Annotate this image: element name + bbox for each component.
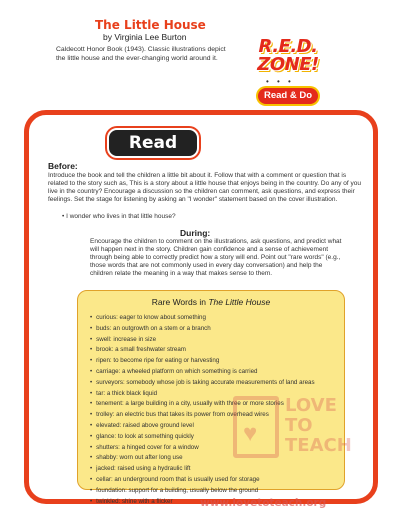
watermark-line-1: LOVE: [285, 395, 337, 416]
rare-word-item: • surveyors: somebody whose job is taking accurate measurements of land areas: [90, 378, 315, 389]
before-paragraph: Introduce the book and tell the children a little bit about it. Follow that with a comment or question that is related to the story such as, This is a story about a little house that enjoys being in the country. Do any of you live in the country? Encourage a discussion so the children can comment, ask questions, and express their feelings. Set the stage for listening by asking an "I wonder" statement based on the cover illustration.: [48, 172, 362, 203]
love-to-teach-watermark: [233, 396, 363, 504]
watermark-url: www.lovetoteach.org: [200, 497, 327, 509]
rare-word-item: • cellar: an underground room that is usually used for storage: [90, 475, 315, 486]
rare-word-item: • foundation: support for a building, usually below the ground: [90, 486, 315, 497]
watermark-line-2: TO: [285, 415, 313, 436]
rare-word-item: • glance: to look at something quickly: [90, 432, 315, 443]
during-paragraph: Encourage the children to comment on the illustrations, ask questions, and predict what will happen next in the story. Children gain confidence and a sense of achievement through being able to correctly predict how a story will end. Point out "rare words" (e.g., those words that are not commonly used in every day conversation) and help the children relate the meaning in a way that makes sense to them.: [90, 238, 342, 277]
before-heading: Before:: [48, 161, 78, 171]
before-bullet-text: I wonder who lives in that little house?: [66, 213, 176, 220]
rare-word-item: • ripen: to become ripe for eating or harvesting: [90, 356, 315, 367]
rare-word-item: • tar: a thick black liquid: [90, 389, 315, 400]
rare-word-item: • curious: eager to know about something: [90, 313, 315, 324]
read-and-do-badge: Read & Do: [258, 88, 318, 104]
rare-word-item: • shutters: a hinged cover for a window: [90, 443, 315, 454]
logo-dots: • • •: [266, 77, 294, 86]
book-title: The Little House: [95, 18, 206, 32]
watermark-line-3: TEACH: [285, 435, 352, 456]
rare-words-title: [78, 297, 344, 307]
rare-word-item: • brook: a small freshwater stream: [90, 345, 315, 356]
rare-word-item: • shabby: worn out after long use: [90, 453, 315, 464]
rare-word-item: • swell: increase in size: [90, 335, 315, 346]
watermark-wordmark: [285, 396, 352, 456]
red-zone-wordmark: R.E.D. ZONE!: [257, 36, 319, 75]
before-bullet: • I wonder who lives in that little house?: [62, 213, 176, 220]
caldecott-note: Caldecott Honor Book (1943). Classic illustrations depict the little house and the ever-changing world around it.: [56, 46, 226, 62]
rare-word-item: • carriage: a wheeled platform on which something is carried: [90, 367, 315, 378]
during-heading: During:: [180, 228, 211, 238]
book-author: by Virginia Lee Burton: [103, 32, 187, 42]
red-zone-logo: [252, 32, 324, 104]
rare-words-title-prefix: Rare Words in: [151, 297, 209, 307]
rare-word-item: • elevated: raised above ground level: [90, 421, 315, 432]
rare-words-title-book: The Little House: [208, 297, 271, 307]
rare-word-item: • twinkled: shine with a flicker: [90, 497, 315, 508]
heart-icon: ♥: [243, 420, 258, 447]
read-section-tab: Read: [107, 128, 199, 158]
rare-word-item: • buds: an outgrowth on a stem or a branch: [90, 324, 315, 335]
rare-word-item: • trolley: an electric bus that takes its power from overhead wires: [90, 410, 315, 421]
rare-word-item: • tenement: a large building in a city, usually with three or more stories: [90, 399, 315, 410]
rare-word-item: • jacked: raised using a hydraulic lift: [90, 464, 315, 475]
